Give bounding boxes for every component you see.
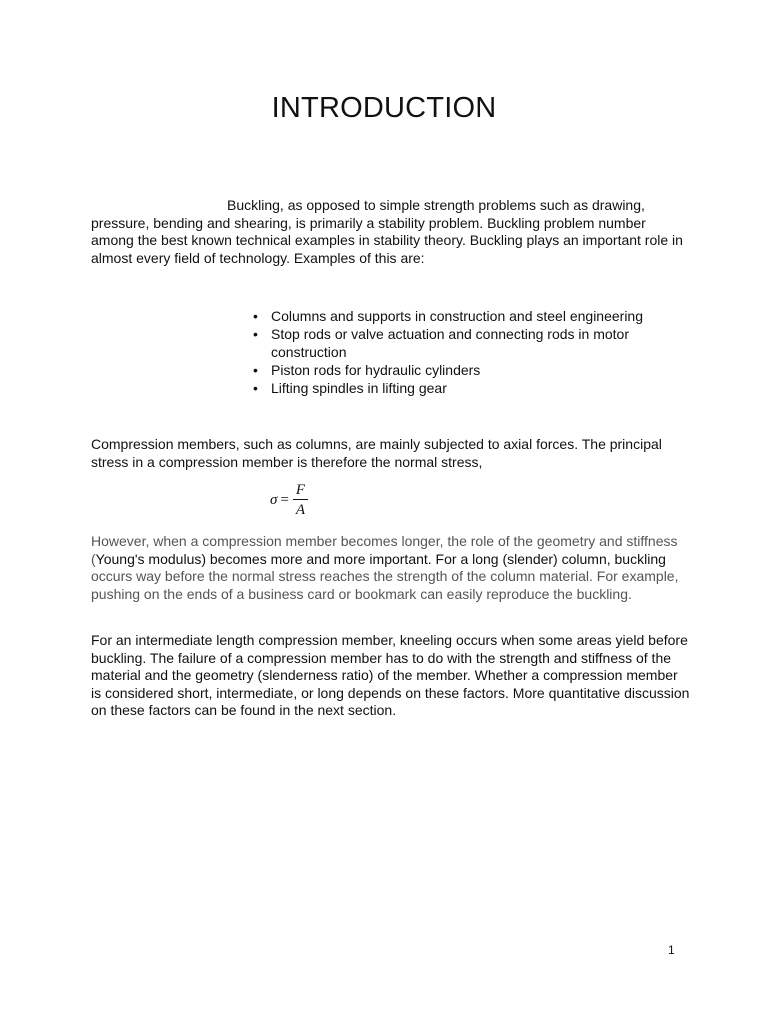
compression-paragraph: Compression members, such as columns, are mainly subjected to axial forces. The principal stress in a compression member is therefore the normal stress,	[91, 436, 662, 470]
intermediate-paragraph: For an intermediate length compression member, kneeling occurs when some areas yield before buckling. The failure of a compression member has to do with the strength and stiffness of the material and the geometry (slenderness ratio) of the member. Whether a compression member is considered short, intermediate, or long depends on these factors. More quantitative discussion on these factors can be found in the next section.	[91, 632, 690, 718]
bullet-icon: •	[253, 380, 258, 396]
list-item	[253, 307, 673, 325]
examples-list	[253, 307, 673, 397]
formula-numerator: F	[293, 482, 308, 500]
list-item-text: Piston rods for hydraulic cylinders	[271, 362, 481, 378]
list-item-text: Stop rods or valve actuation and connecting rods in motor construction	[271, 326, 629, 360]
normal-stress-formula	[270, 482, 308, 518]
page-number: 1	[668, 943, 675, 957]
however-text-start: However, when a compression member becomes longer, the role of the geometry and stiffness (	[91, 533, 678, 567]
bullet-icon: •	[253, 326, 258, 342]
list-item	[253, 361, 673, 379]
formula-equals: =	[280, 491, 289, 508]
page-title: INTRODUCTION	[271, 92, 497, 124]
intro-paragraph: Buckling, as opposed to simple strength problems such as drawing, pressure, bending and shearing, is primarily a stability problem. Buckling problem number among the best known technical examples in stability theory. Buckling plays an important role in almost every field of technology. Examples of this are:	[91, 197, 683, 266]
list-item-text: Columns and supports in construction and steel engineering	[271, 308, 644, 324]
formula-denominator: A	[295, 502, 306, 518]
formula-sigma: σ	[270, 491, 278, 508]
list-item-text: Lifting spindles in lifting gear	[271, 380, 447, 396]
bullet-icon: •	[253, 362, 258, 378]
list-item	[253, 379, 673, 397]
list-item	[253, 325, 673, 361]
however-text-dark: Young's modulus) becomes more and more important. For a long (slender) column, buckling	[95, 550, 666, 567]
however-paragraph	[91, 533, 691, 603]
bullet-icon: •	[253, 308, 258, 324]
however-text-end: occurs way before the normal stress reaches the strength of the column material. For example, pushing on the ends of a business card or bookmark can easily reproduce the buckling.	[91, 568, 679, 602]
formula-fraction	[293, 482, 308, 518]
